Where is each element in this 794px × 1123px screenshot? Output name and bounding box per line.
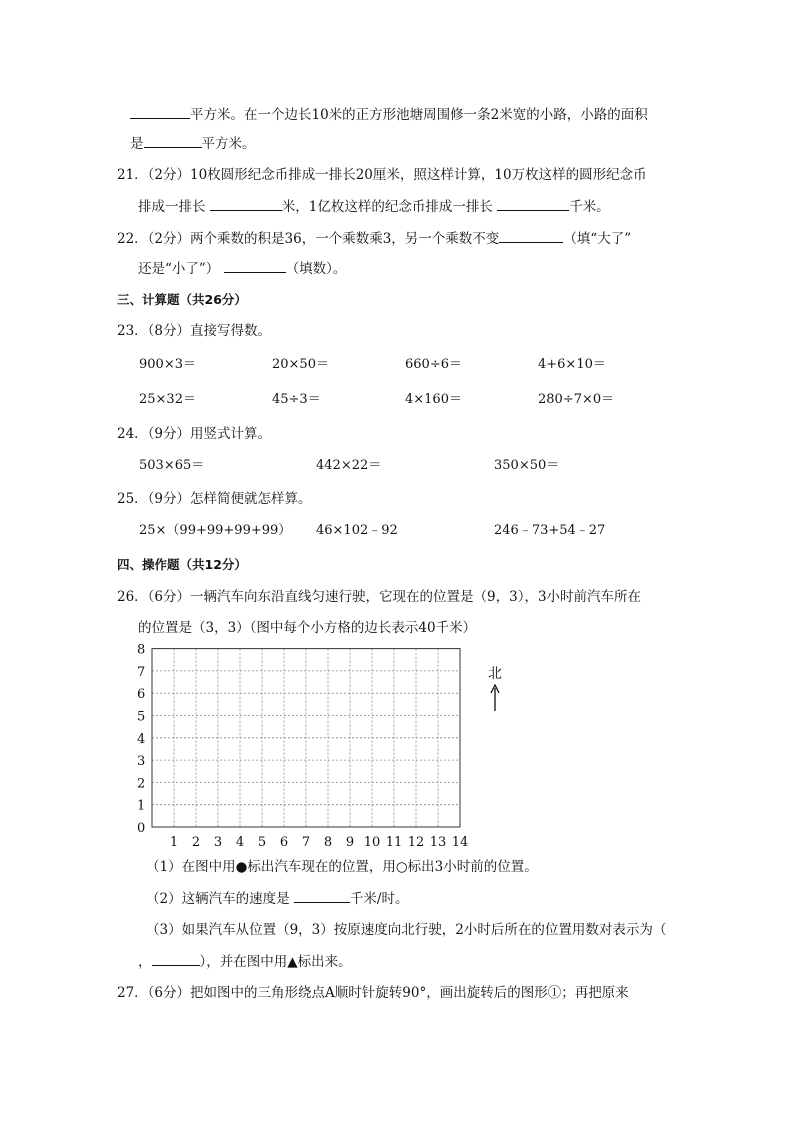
- q24-item: 350×50＝: [494, 458, 560, 473]
- x-axis-tick-label: 1: [169, 835, 179, 850]
- y-axis-tick-label: 4: [137, 731, 146, 747]
- q20-blank-2[interactable]: [144, 133, 202, 148]
- q26-sub3-line2: ， ），并在图中用▲标出来。: [138, 951, 352, 972]
- x-axis-tick-label: 9: [345, 835, 355, 850]
- x-axis-tick-label: 11: [385, 835, 403, 850]
- q22-line2: 还是“小了”） （填数）。: [138, 258, 346, 279]
- y-axis-tick-label: 6: [137, 687, 146, 703]
- x-axis-tick-label: 14: [451, 835, 469, 850]
- q22-line1: 22．（2分）两个乘数的积是36，一个乘数乘3，另一个乘数不变 （填“大了”: [117, 228, 631, 249]
- y-axis-tick-label: 7: [137, 664, 146, 680]
- q23-item: 45÷3＝: [272, 392, 321, 407]
- x-axis-tick-label: 10: [363, 835, 381, 850]
- q22-blank-1[interactable]: [499, 228, 563, 243]
- q23-item: 20×50＝: [272, 357, 329, 372]
- q24-item: 503×65＝: [139, 458, 205, 473]
- q23-item: 900×3＝: [139, 357, 196, 372]
- q21-blank-1[interactable]: [210, 196, 282, 211]
- q26-speed-blank[interactable]: [294, 888, 350, 903]
- y-axis-tick-label: 2: [137, 776, 146, 792]
- x-axis-tick-label: 12: [407, 835, 425, 850]
- x-axis-tick-label: 7: [301, 835, 311, 850]
- x-axis-tick-label: 13: [429, 835, 447, 850]
- y-axis-tick-label: 3: [137, 754, 146, 770]
- q21-blank-2[interactable]: [497, 196, 569, 211]
- q25-title: 25．（9分）怎样简便就怎样算。: [117, 491, 312, 507]
- y-axis-tick-label: 5: [137, 709, 146, 725]
- q26-sub1: （1）在图中用●标出汽车现在的位置，用○标出3小时前的位置。: [146, 859, 538, 875]
- q21-line1: 21．（2分）10枚圆形纪念币排成一排长20厘米，照这样计算，10万枚这样的圆形纪念币: [117, 167, 647, 183]
- x-axis-tick-label: 5: [257, 835, 267, 850]
- q20-line2: 是 平方米。: [130, 133, 256, 154]
- x-axis-tick-label: 8: [323, 835, 333, 850]
- q21-line2: 排成一排长 米，1亿枚这样的纪念币排成一排长 千米。: [138, 196, 610, 217]
- q27-line1: 27．（6分）把如图中的三角形绕点A顺时针旋转90°，画出旋转后的图形①；再把原来: [117, 985, 629, 1001]
- section-3-heading: 三、计算题（共26分）: [117, 292, 247, 307]
- q24-item: 442×22＝: [316, 458, 382, 473]
- y-axis-tick-label: 1: [137, 798, 146, 814]
- section-4-heading: 四、操作题（共12分）: [117, 557, 247, 572]
- q26-pair-blank[interactable]: [152, 951, 200, 966]
- q25-item: 25×（99+99+99+99）: [139, 523, 292, 538]
- x-axis-tick-label: 2: [191, 835, 201, 850]
- y-axis-tick-label: 8: [137, 642, 146, 658]
- q22-blank-2[interactable]: [224, 258, 286, 273]
- y-axis-tick-label: 0: [137, 821, 146, 836]
- x-axis-tick-label: 4: [235, 835, 245, 850]
- q26-line1: 26．（6分）一辆汽车向东沿直线匀速行驶，它现在的位置是（9，3），3小时前汽车所在: [117, 589, 642, 605]
- q23-item: 4+6×10＝: [538, 357, 606, 372]
- q23-item: 660÷6＝: [405, 357, 462, 372]
- x-axis-tick-label: 3: [213, 835, 223, 850]
- q23-item: 280÷7×0＝: [538, 392, 615, 407]
- q23-item: 4×160＝: [405, 392, 462, 407]
- north-label: 北: [488, 666, 502, 682]
- q24-title: 24．（9分）用竖式计算。: [117, 426, 272, 442]
- q23-title: 23．（8分）直接写得数。: [117, 323, 272, 339]
- q20-line1: 平方米。在一个边长10米的正方形池塘周围修一条2米宽的小路，小路的面积: [130, 104, 648, 125]
- q23-item: 25×32＝: [139, 392, 196, 407]
- grid-svg[interactable]: [130, 640, 480, 852]
- q25-item: 246﹣73+54﹣27: [494, 523, 606, 538]
- q25-item: 46×102﹣92: [316, 523, 398, 538]
- coordinate-grid[interactable]: [130, 640, 480, 852]
- q20-blank-1[interactable]: [130, 104, 190, 119]
- q26-sub2: （2）这辆汽车的速度是 千米/时。: [146, 888, 408, 909]
- north-arrow-icon: [488, 684, 502, 712]
- q26-sub3-line1: （3）如果汽车从位置（9，3）按原速度向北行驶，2小时后所在的位置用数对表示为（: [146, 922, 667, 938]
- x-axis-tick-label: 6: [279, 835, 289, 850]
- q26-line2: 的位置是（3，3）（图中每个小方格的边长表示40千米）: [138, 620, 477, 636]
